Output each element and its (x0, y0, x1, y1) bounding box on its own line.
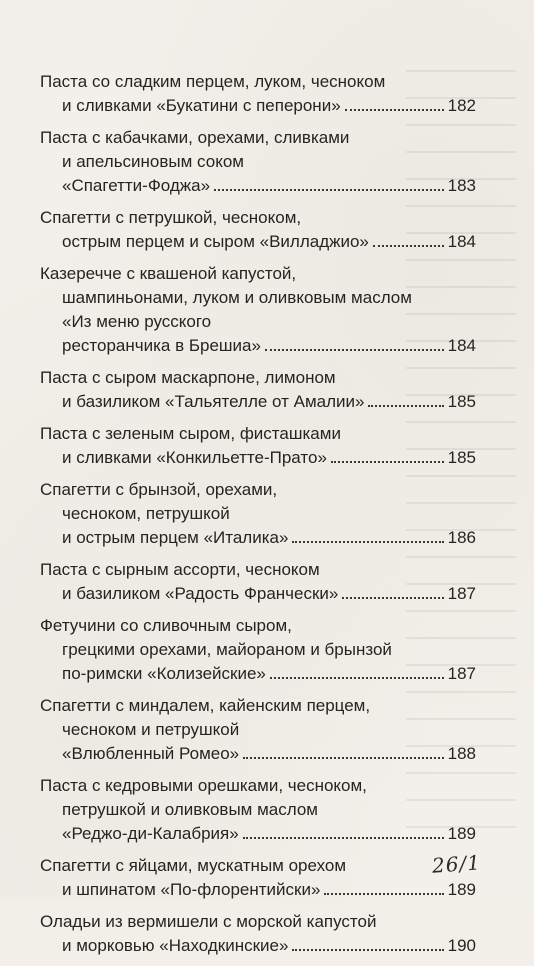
toc-entry-line: Спагетти с яйцами, мускатным орехом (40, 856, 347, 875)
dot-leader (270, 677, 444, 679)
toc-entry-line: шампиньонами, луком и оливковым маслом (62, 288, 412, 307)
toc-entry-line: Казеречче с квашеной капустой, (40, 264, 297, 283)
toc-entry-last-line (40, 822, 476, 846)
toc-entry-line: Фетучини со сливочным сыром, (40, 616, 292, 635)
toc-entry-line: и сливками «Букатини с пеперони» (62, 96, 341, 115)
toc-page-number: 184 (447, 232, 476, 251)
toc-page-number: 182 (447, 96, 476, 115)
toc-entry-line: Паста со сладким перцем, луком, чесноком (40, 72, 386, 91)
toc-entry-line: Спагетти с петрушкой, чесноком, (40, 208, 302, 227)
toc-entry-line: и базиликом «Тальятелле от Амалии» (62, 392, 365, 411)
toc-entry-last-line (40, 446, 476, 470)
toc-page-number: 190 (447, 936, 476, 955)
toc-entry (40, 262, 476, 358)
toc-entry (40, 126, 476, 198)
toc-entry-line: и морковью «Находкинские» (62, 936, 289, 955)
toc-entry-line: грецкими орехами, майораном и брынзой (62, 640, 392, 659)
toc-entry-last-line (40, 390, 476, 414)
toc-entry-line: ресторанчика в Брешиа» (62, 336, 261, 355)
toc-entry (40, 854, 476, 902)
toc-entry-last-line (40, 174, 476, 198)
toc-entry-last-line (40, 878, 476, 902)
toc-entry-line: Паста с кедровыми орешками, чесноком, (40, 776, 367, 795)
toc-entry-line: чесноком и петрушкой (62, 720, 240, 739)
toc-entry-line: чесноком, петрушкой (62, 504, 230, 523)
toc-page-number: 184 (447, 336, 476, 355)
toc-entry-line: «Влюбленный Ромео» (62, 744, 240, 763)
toc-entry-line: Спагетти с брынзой, орехами, (40, 480, 278, 499)
handwritten-page-number: 26/1 (431, 850, 482, 878)
toc-entry-line: «Спагетти-Фоджа» (62, 176, 211, 195)
toc-entry-last-line (40, 934, 476, 958)
dot-leader (373, 245, 444, 247)
toc-entry (40, 910, 476, 958)
toc-page-number: 188 (447, 744, 476, 763)
toc-entry-last-line (40, 230, 476, 254)
dot-leader (342, 597, 443, 599)
toc-entry-last-line (40, 582, 476, 606)
toc-page-number: 186 (447, 528, 476, 547)
toc-page-number: 187 (447, 584, 476, 603)
toc-entry-line: и шпинатом «По-флорентийски» (62, 880, 321, 899)
toc-entry-line: и сливками «Конкильетте-Прато» (62, 448, 327, 467)
toc-page-number: 185 (447, 392, 476, 411)
toc-entry-line: и острым перцем «Италика» (62, 528, 289, 547)
dot-leader (345, 109, 444, 111)
toc-entry (40, 422, 476, 470)
toc-entry-line: и базиликом «Радость Франчески» (62, 584, 339, 603)
toc-entry-line: острым перцем и сыром «Вилладжио» (62, 232, 369, 251)
dot-leader (331, 461, 444, 463)
dot-leader (324, 893, 443, 895)
toc-entry-line: Паста с сыром маскарпоне, лимоном (40, 368, 336, 387)
toc-entry (40, 558, 476, 606)
toc-entry (40, 478, 476, 550)
toc-page-number: 183 (447, 176, 476, 195)
toc-entry-last-line (40, 334, 476, 358)
toc-entry-line: Паста с кабачками, орехами, сливками (40, 128, 350, 147)
toc-entry-line: Оладьи из вермишели с морской капустой (40, 912, 377, 931)
dot-leader (292, 541, 443, 543)
toc-entry (40, 614, 476, 686)
dot-leader (214, 189, 444, 191)
toc-entry (40, 694, 476, 766)
toc-entry-line: Паста с зеленым сыром, фисташками (40, 424, 341, 443)
toc-entry (40, 70, 476, 118)
dot-leader (368, 405, 443, 407)
toc-entry-line: «Из меню русского (62, 312, 212, 331)
toc-page-number: 189 (447, 880, 476, 899)
toc-entry-last-line (40, 94, 476, 118)
toc-page-number: 189 (447, 824, 476, 843)
toc-entry (40, 366, 476, 414)
toc-entry-line: по-римски «Колизейские» (62, 664, 266, 683)
toc-entry-line: «Реджо-ди-Калабрия» (62, 824, 239, 843)
toc-entry (40, 206, 476, 254)
toc-entry (40, 774, 476, 846)
toc-entry-last-line (40, 742, 476, 766)
table-of-contents (40, 70, 476, 966)
toc-page-number: 185 (447, 448, 476, 467)
toc-entry-line: Паста с сырным ассорти, чесноком (40, 560, 320, 579)
dot-leader (243, 837, 444, 839)
dot-leader (292, 949, 443, 951)
toc-entry-line: петрушкой и оливковым маслом (62, 800, 318, 819)
dot-leader (243, 757, 444, 759)
toc-entry-line: Спагетти с миндалем, кайенским перцем, (40, 696, 371, 715)
toc-entry-line: и апельсиновым соком (62, 152, 244, 171)
toc-page-number: 187 (447, 664, 476, 683)
toc-entry-last-line (40, 526, 476, 550)
dot-leader (265, 349, 444, 351)
toc-entry-last-line (40, 662, 476, 686)
